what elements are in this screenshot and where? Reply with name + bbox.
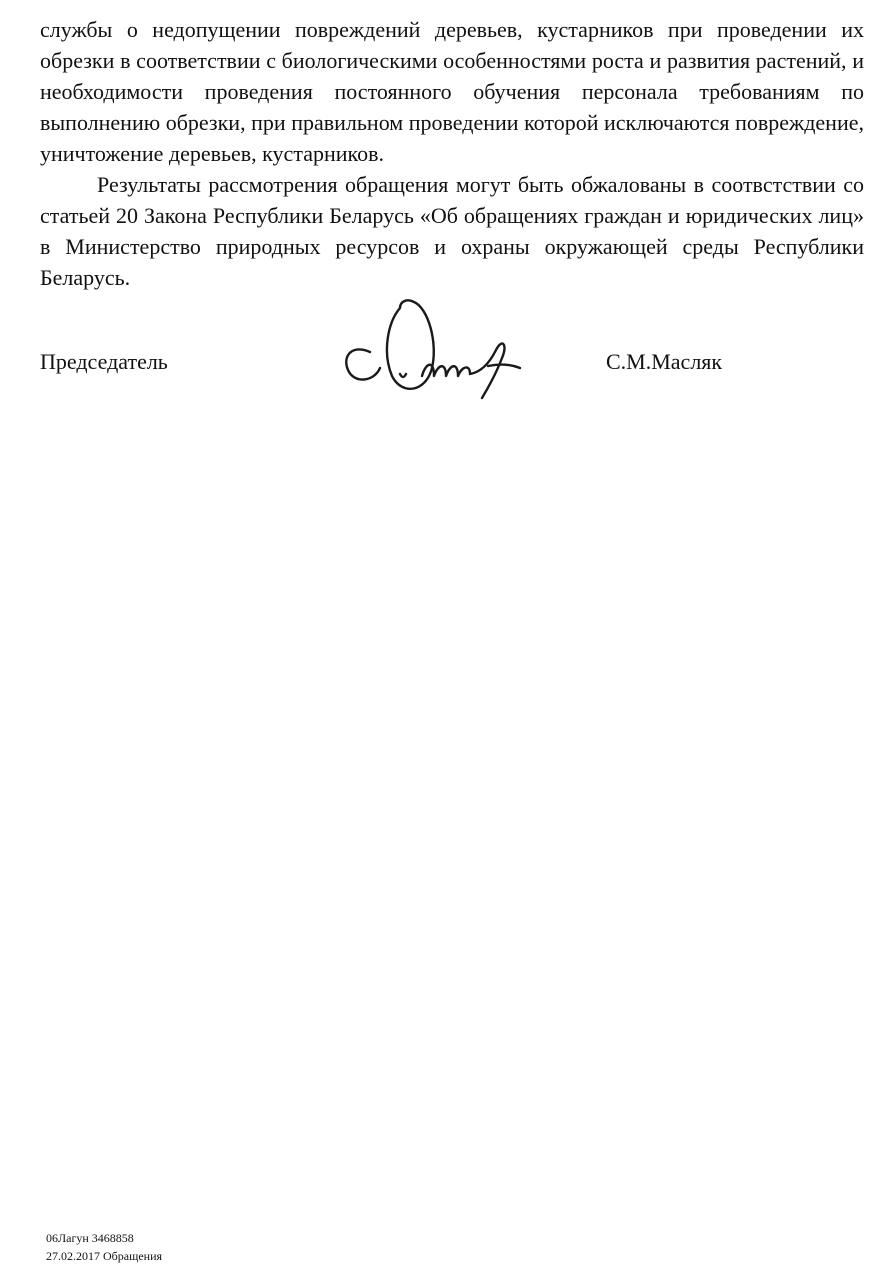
paragraph-continuation [40, 14, 864, 169]
text-line: соотвстствии со статьей 20 Закона Республики Беларусь «Об обращениях [40, 172, 865, 228]
footer-line-date: 27.02.2017 Обращения [46, 1249, 163, 1263]
text-line: обучения персонала требованиям по выполнению обрезки, при [40, 79, 864, 135]
text-line: роста и развития растений, и необходимости проведения постоянного [40, 48, 865, 104]
paragraph-appeal-info [40, 169, 864, 293]
signature-row [40, 346, 864, 386]
signatory-name: С.М.Масляк [606, 349, 723, 374]
text-line: проведении их обрезки в соответствии с биологическими особенностями [40, 17, 865, 73]
text-line: охраны окружающей среды Республики Беларусь. [40, 234, 864, 290]
text-line: Результаты рассмотрения обращения могут быть обжалованы в [97, 172, 704, 197]
letter-body [40, 14, 864, 293]
text-line: граждан и юридических лиц» в Министерство природных ресурсов и [40, 203, 864, 259]
signatory-role: Председатель [40, 349, 168, 374]
footer-line-author: 06Лагун 3468858 [46, 1231, 134, 1245]
footer-note [46, 1229, 162, 1265]
text-line: правильном проведении которой исключаются повреждение, уничтожение [40, 110, 864, 166]
text-line: службы о недопущении повреждений деревьев, кустарников при [40, 17, 703, 42]
text-line: деревьев, кустарников. [168, 141, 384, 166]
